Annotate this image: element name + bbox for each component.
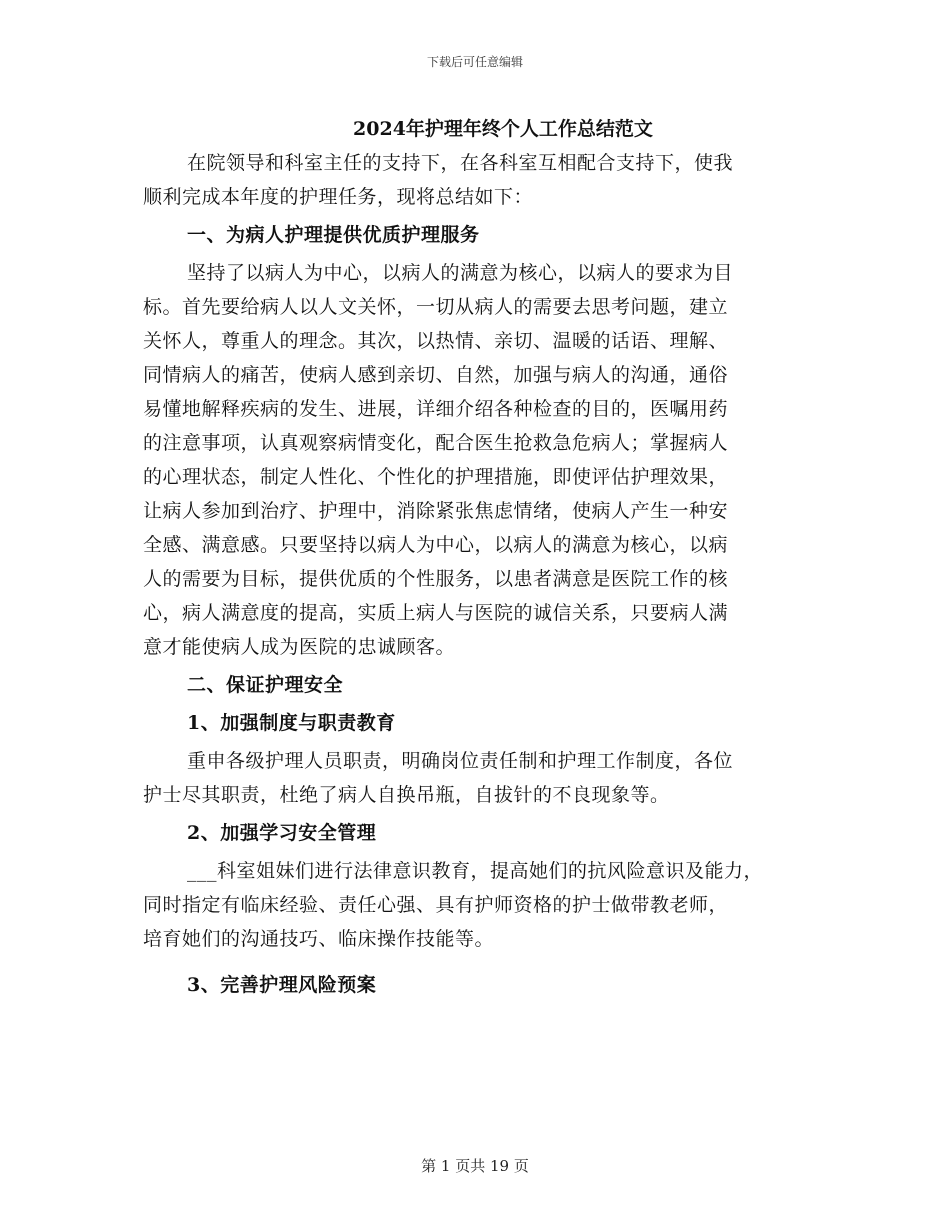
subsection-2-2-paragraph <box>143 854 823 956</box>
section-1-line: 全感、满意感。只要坚持以病人为中心，以病人的满意为核心，以病 <box>143 534 729 556</box>
intro-paragraph <box>143 146 823 214</box>
subsection-2-3-heading: 3、完善护理风险预案 <box>187 974 377 996</box>
section-1-line: 关怀人，尊重人的理念。其次，以热情、亲切、温暖的话语、理解、 <box>143 330 729 352</box>
section-1-line: 的注意事项，认真观察病情变化，配合医生抢救急危病人；掌握病人 <box>143 432 729 454</box>
section-1-line: 让病人参加到治疗、护理中，消除紧张焦虑情绪，使病人产生一种安 <box>143 500 729 522</box>
page-number: 第 1 页共 19 页 <box>421 1157 529 1175</box>
section-1-line: 心，病人满意度的提高，实质上病人与医院的诚信关系，只要病人满 <box>143 602 729 624</box>
spacer <box>143 956 823 968</box>
section-1-line: 的心理状态，制定人性化、个性化的护理措施，即使评估护理效果， <box>143 466 729 488</box>
subsection-2-1-heading: 1、加强制度与职责教育 <box>187 712 396 734</box>
section-1-line: 标。首先要给病人以人文关怀，一切从病人的需要去思考问题，建立 <box>143 296 729 318</box>
intro-line-1: 在院领导和科室主任的支持下，在各科室互相配合支持下，使我 <box>187 152 734 174</box>
section-1-line: 意才能使病人成为医院的忠诚顾客。 <box>143 636 456 658</box>
section-1-line: 易懂地解释疾病的发生、进展，详细介绍各种检查的目的，医嘱用药 <box>143 398 729 420</box>
section-2-heading: 二、保证护理安全 <box>187 674 344 696</box>
subsection-2-1-paragraph <box>143 744 823 812</box>
section-1-paragraph <box>143 256 823 664</box>
subsection-2-2-heading: 2、加强学习安全管理 <box>187 822 377 844</box>
document-title: 2024年护理年终个人工作总结范文 <box>353 118 653 140</box>
subsection-2-2-line: ___科室姐妹们进行法律意识教育，提高她们的抗风险意识及能力， <box>187 860 764 882</box>
subsection-2-1-line: 护士尽其职责，杜绝了病人自换吊瓶，自拔针的不良现象等。 <box>143 784 670 806</box>
section-1-line: 人的需要为目标，提供优质的个性服务，以患者满意是医院工作的核 <box>143 568 729 590</box>
subsection-2-1-line: 重申各级护理人员职责，明确岗位责任制和护理工作制度，各位 <box>187 750 734 772</box>
document-body <box>143 112 823 1002</box>
section-1-line: 同情病人的痛苦，使病人感到亲切、自然，加强与病人的沟通，通俗 <box>143 364 729 386</box>
section-1-heading: 一、为病人护理提供优质护理服务 <box>187 224 480 246</box>
intro-line-2: 顺利完成本年度的护理任务，现将总结如下： <box>143 186 534 208</box>
download-note: 下载后可任意编辑 <box>426 55 523 69</box>
subsection-2-2-line: 培育她们的沟通技巧、临床操作技能等。 <box>143 928 495 950</box>
section-1-line: 坚持了以病人为中心，以病人的满意为核心，以病人的要求为目 <box>187 262 734 284</box>
subsection-2-2-line: 同时指定有临床经验、责任心强、具有护师资格的护士做带教老师， <box>143 894 729 916</box>
